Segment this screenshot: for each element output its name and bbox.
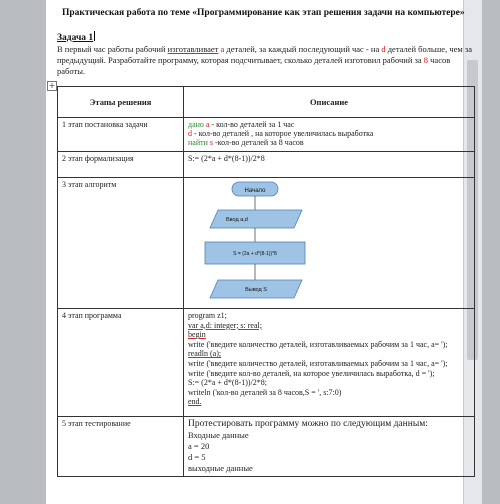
code-line: readln (a);: [188, 349, 222, 359]
testing-cell: [184, 417, 475, 477]
task-title-text: Задача 1: [57, 33, 94, 43]
task-description: [57, 44, 473, 77]
intro-part-underlined: изготавливает: [167, 44, 219, 54]
code-line: S:= (2*a + d*(8-1))/2*8;: [188, 378, 268, 388]
text: - кол-во деталей за 1 час: [209, 120, 295, 129]
test-line: a = 20: [188, 441, 210, 451]
stage-cell: 1 этап постановка задачи: [58, 118, 184, 152]
find-line: [188, 138, 470, 147]
text: -кол-во деталей за 8 часов: [213, 138, 304, 147]
stage-cell: 5 этап тестирование: [58, 417, 184, 477]
text-cursor: [94, 31, 95, 41]
output-label: Вывод S: [245, 287, 267, 293]
test-line: Входные данные: [188, 430, 249, 440]
header-stages: Этапы решения: [58, 87, 184, 118]
test-line: Протестировать программу можно по следующим данным:: [188, 419, 428, 429]
table-move-handle-icon[interactable]: +: [48, 81, 56, 90]
formula-cell: S:= (2*a + d*(8-1))/2*8: [184, 152, 475, 178]
input-shape: [210, 210, 302, 228]
table-row: [58, 309, 475, 417]
intro-part: В первый час работы рабочий: [57, 44, 168, 54]
start-label: Начало: [244, 188, 266, 194]
stage-cell: 4 этап программа: [58, 309, 184, 417]
process-label: S = (2a + d*(8-1))*8: [233, 251, 277, 257]
given-line: [188, 129, 470, 138]
var-d: d: [188, 129, 192, 138]
task-title: [57, 31, 95, 43]
table-row: [58, 417, 475, 477]
description-cell: [184, 118, 475, 152]
table-row: [58, 152, 475, 178]
header-description: Описание: [184, 87, 475, 118]
text: , на которое увеличилась выработка: [251, 129, 374, 138]
code-line: end.: [188, 397, 202, 407]
input-label: Ввод a,d: [226, 217, 248, 223]
var-a: a: [205, 120, 210, 129]
document-heading: Практическая работа по теме «Программирование как этап решения задачи на компьютере»: [62, 8, 465, 18]
code-line: var a,d: integer; s: real;: [188, 320, 262, 330]
intro-part: деталей больше, чем за предыдущий. Разработайте программу, которая подсчитывает, сколько деталей изготовил рабочий за: [57, 44, 473, 65]
code-line: write ('введите кол-во деталей, на которое увеличилась выработка, d = ');: [188, 368, 435, 378]
flowchart-cell: [184, 178, 475, 309]
test-line: выходные данные: [188, 463, 253, 473]
code-line: program z1;: [188, 311, 227, 320]
stage-cell: 3 этап алгоритм: [58, 178, 184, 309]
table-row: [58, 178, 475, 309]
given-keyword: дано: [188, 120, 206, 129]
code-line: writeln ('кол-во деталей за 8 часов,S = ', s:7:0): [188, 387, 342, 397]
text: - кол-во деталей: [192, 129, 252, 138]
intro-var-8: 8: [423, 55, 429, 65]
table-row: [58, 118, 475, 152]
var-s: s: [209, 138, 214, 147]
intro-var-a: a: [218, 44, 225, 54]
program-code-cell: [184, 309, 475, 417]
code-line: write ('введите количество деталей, изготавливаемых рабочим за 1 час, a= ');: [188, 358, 448, 368]
code-line: begin: [188, 330, 206, 340]
find-keyword: найти: [188, 138, 210, 147]
table-header-row: [58, 87, 475, 118]
stage-cell: 2 этап формализация: [58, 152, 184, 178]
intro-part: деталей, за каждый последующий час - на: [224, 44, 382, 54]
test-line: d = 5: [188, 452, 206, 462]
intro-var-d: d: [381, 44, 386, 54]
intro-part: часов работы.: [57, 55, 451, 76]
given-line: [188, 120, 470, 129]
flowchart: [202, 180, 322, 306]
code-line: write ('введите количество деталей, изготавливаемых рабочим за 1 час, a= ');: [188, 339, 448, 349]
solution-table: [57, 86, 475, 477]
